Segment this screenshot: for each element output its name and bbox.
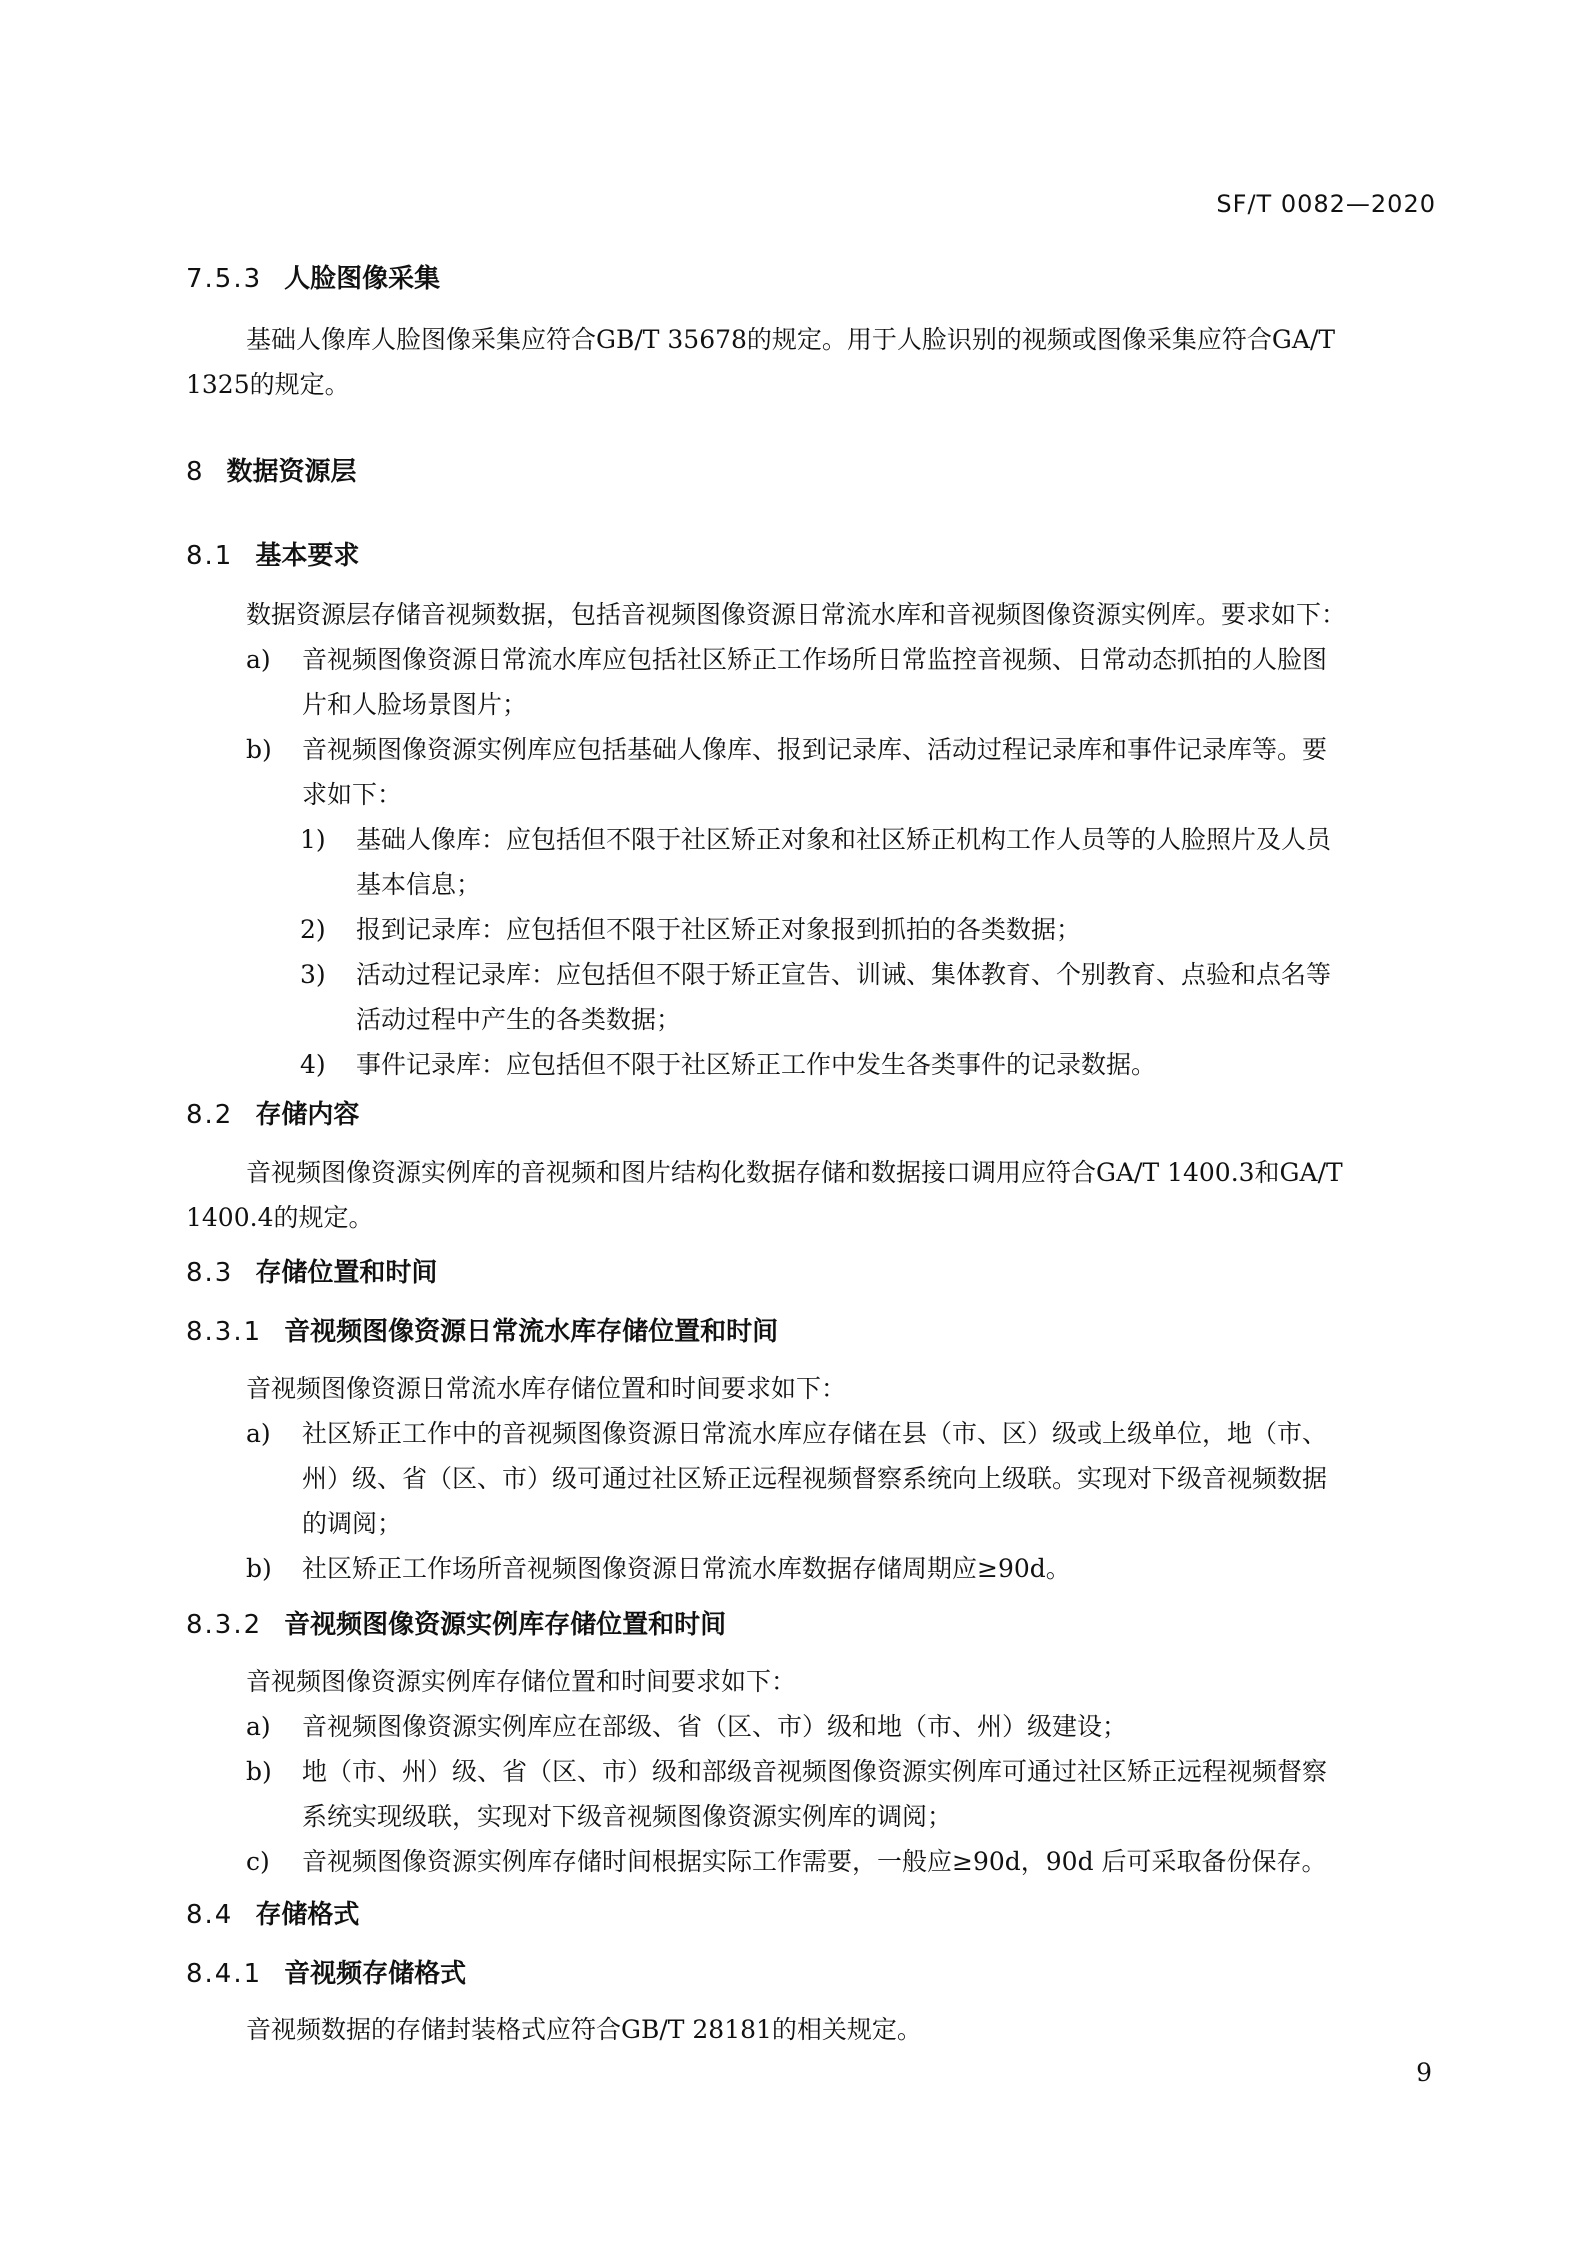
section-title: 存储格式: [255, 1900, 360, 1930]
section-8-3-1-heading: [186, 1311, 778, 1348]
section-number: 8.3.1: [186, 1317, 263, 1347]
sub-label: 1): [300, 825, 326, 854]
list-text: 音视频图像资源日常流水库应包括社区矫正工作场所日常监控音视频、日常动态抓拍的人脸图: [302, 645, 1328, 674]
paragraph-line: 1400.4的规定。: [186, 1203, 374, 1232]
list-label: a): [246, 1712, 271, 1741]
paragraph-line: 音视频数据的存储封装格式应符合GB/T 28181的相关规定。: [246, 2015, 922, 2044]
list-label: a): [246, 1419, 271, 1448]
section-number: 8.4: [186, 1900, 234, 1930]
list-text: 系统实现级联，实现对下级音视频图像资源实例库的调阅；: [302, 1802, 953, 1831]
sub-text: 活动过程记录库：应包括但不限于矫正宣告、训诫、集体教育、个别教育、点验和点名等: [356, 960, 1332, 989]
section-number: 7.5.3: [186, 264, 263, 294]
page-number: 9: [1416, 2058, 1432, 2087]
list-text: 地（市、州）级、省（区、市）级和部级音视频图像资源实例库可通过社区矫正远程视频督察: [302, 1757, 1328, 1786]
section-title: 音视频图像资源日常流水库存储位置和时间: [284, 1317, 779, 1347]
section-title: 存储位置和时间: [255, 1258, 438, 1288]
list-label: c): [246, 1847, 270, 1876]
section-8-3-heading: [186, 1252, 437, 1289]
section-8-4-heading: [186, 1894, 359, 1931]
document-code-header: SF/T 0082—2020: [1216, 190, 1436, 218]
section-7-5-3-heading: [186, 258, 440, 295]
section-title: 基本要求: [255, 541, 360, 571]
section-title: 数据资源层: [226, 457, 357, 487]
section-8-3-2-heading: [186, 1604, 726, 1641]
section-number: 8.1: [186, 541, 234, 571]
list-label: b): [246, 1757, 272, 1786]
paragraph-line: 数据资源层存储音视频数据，包括音视频图像资源日常流水库和音视频图像资源实例库。要求如下：: [246, 600, 1347, 629]
section-number: 8.3: [186, 1258, 234, 1288]
sub-label: 4): [300, 1050, 326, 1079]
list-label: b): [246, 735, 272, 764]
list-text: 音视频图像资源实例库应在部级、省（区、市）级和地（市、州）级建设；: [302, 1712, 1128, 1741]
list-text: 片和人脸场景图片；: [302, 690, 528, 719]
section-number: 8: [186, 457, 205, 487]
list-text: 求如下：: [302, 780, 403, 809]
list-text: 社区矫正工作中的音视频图像资源日常流水库应存储在县（市、区）级或上级单位，地（市、: [302, 1419, 1328, 1448]
section-8-4-1-heading: [186, 1953, 466, 1990]
section-number: 8.4.1: [186, 1959, 263, 1989]
sub-text: 事件记录库：应包括但不限于社区矫正工作中发生各类事件的记录数据。: [356, 1050, 1157, 1079]
paragraph-line: 1325的规定。: [186, 370, 350, 399]
list-text: 音视频图像资源实例库存储时间根据实际工作需要，一般应≥90d，90d 后可采取备份保存。: [302, 1847, 1327, 1876]
list-text: 社区矫正工作场所音视频图像资源日常流水库数据存储周期应≥90d。: [302, 1554, 1071, 1583]
section-8-heading: [186, 451, 357, 488]
section-title: 存储内容: [255, 1100, 360, 1130]
section-title: 音视频存储格式: [284, 1959, 467, 1989]
paragraph-line: 基础人像库人脸图像采集应符合GB/T 35678的规定。用于人脸识别的视频或图像采集应符合GA/T: [246, 325, 1336, 354]
list-text: 的调阅；: [302, 1509, 403, 1538]
section-title: 人脸图像采集: [284, 264, 441, 294]
sub-text: 活动过程中产生的各类数据；: [356, 1005, 682, 1034]
sub-label: 2): [300, 915, 326, 944]
paragraph-line: 音视频图像资源实例库存储位置和时间要求如下：: [246, 1667, 797, 1696]
section-title: 音视频图像资源实例库存储位置和时间: [284, 1610, 727, 1640]
section-number: 8.3.2: [186, 1610, 263, 1640]
paragraph-line: 音视频图像资源实例库的音视频和图片结构化数据存储和数据接口调用应符合GA/T 1400.3和GA/T: [246, 1158, 1343, 1187]
list-text: 州）级、省（区、市）级可通过社区矫正远程视频督察系统向上级联。实现对下级音视频数据: [302, 1464, 1328, 1493]
section-8-2-heading: [186, 1094, 359, 1131]
list-label: b): [246, 1554, 272, 1583]
sub-text: 报到记录库：应包括但不限于社区矫正对象报到抓拍的各类数据；: [356, 915, 1082, 944]
section-8-1-heading: [186, 535, 359, 572]
paragraph-line: 音视频图像资源日常流水库存储位置和时间要求如下：: [246, 1374, 847, 1403]
section-number: 8.2: [186, 1100, 234, 1130]
list-text: 音视频图像资源实例库应包括基础人像库、报到记录库、活动过程记录库和事件记录库等。要: [302, 735, 1328, 764]
sub-text: 基础人像库：应包括但不限于社区矫正对象和社区矫正机构工作人员等的人脸照片及人员: [356, 825, 1332, 854]
sub-text: 基本信息；: [356, 870, 482, 899]
list-label: a): [246, 645, 271, 674]
sub-label: 3): [300, 960, 326, 989]
